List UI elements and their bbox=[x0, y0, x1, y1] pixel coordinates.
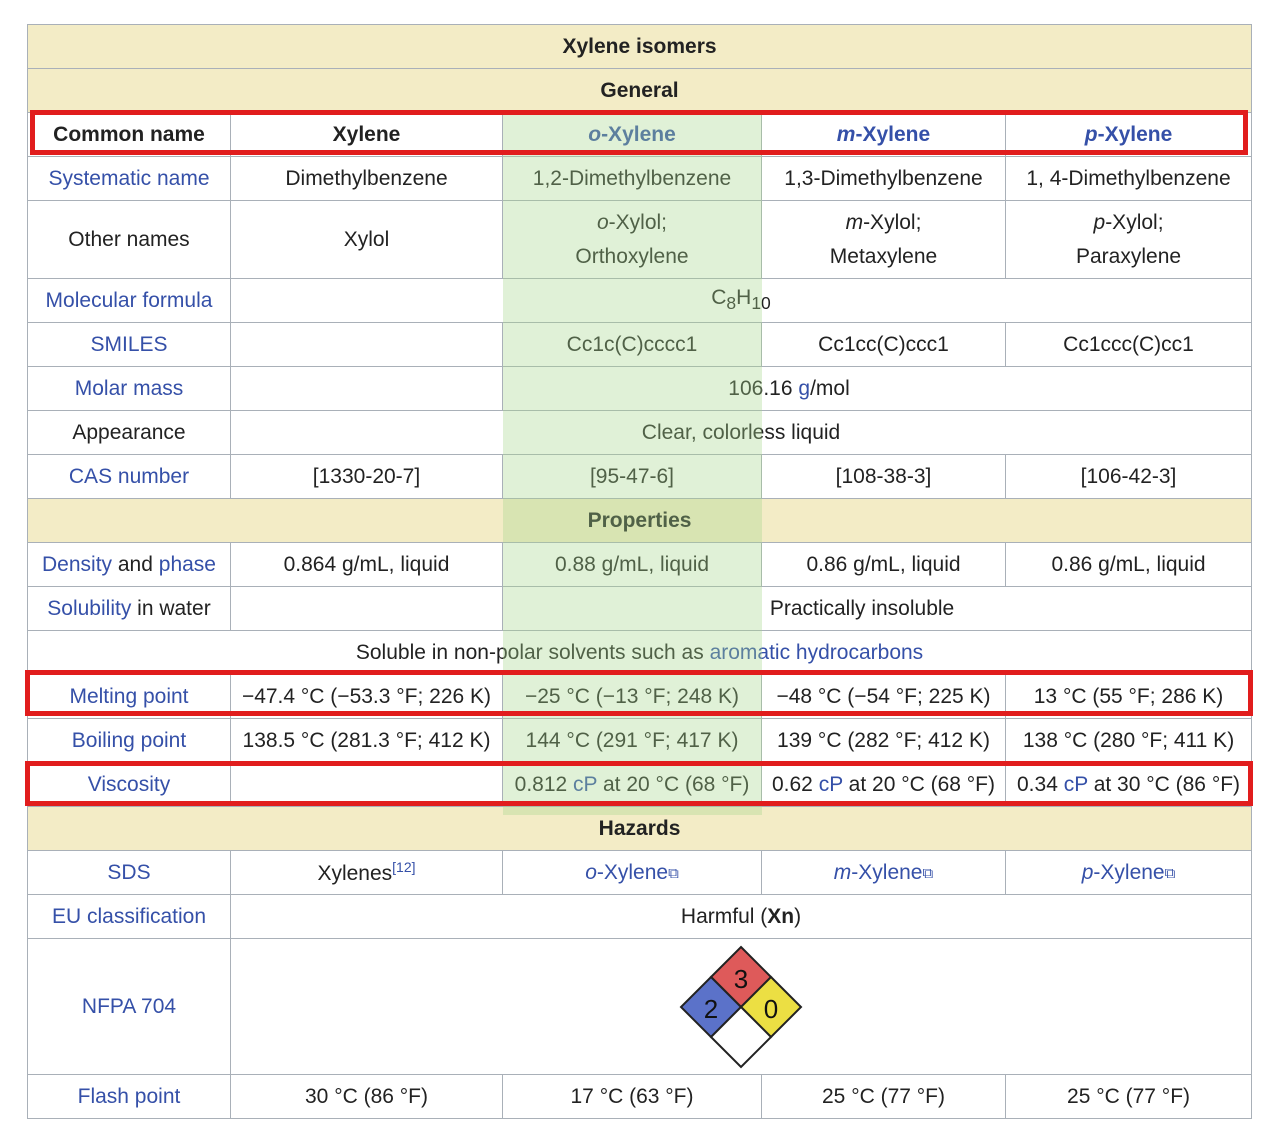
smiles-row bbox=[28, 323, 1252, 367]
table-cell bbox=[231, 763, 503, 807]
nfpa-diamond-icon[interactable] bbox=[676, 942, 806, 1072]
melting-point-link[interactable]: Melting point bbox=[28, 675, 231, 719]
density-row bbox=[28, 543, 1252, 587]
systematic-name-row bbox=[28, 157, 1252, 201]
sds-row bbox=[28, 851, 1252, 895]
col-p-xylene[interactable]: p-Xylene bbox=[1006, 113, 1252, 157]
table-cell: 0.88 g/mL, liquid bbox=[503, 543, 762, 587]
table-cell: −48 °C (−54 °F; 225 K) bbox=[762, 675, 1006, 719]
eu-classification-row bbox=[28, 895, 1252, 939]
table-cell: 0.86 g/mL, liquid bbox=[1006, 543, 1252, 587]
smiles-link[interactable]: SMILES bbox=[28, 323, 231, 367]
table-cell bbox=[231, 587, 503, 631]
cas-number-row bbox=[28, 455, 1252, 499]
sds-m-xylene-link[interactable]: m-Xylene⧉ bbox=[762, 851, 1006, 895]
table-cell: 0.864 g/mL, liquid bbox=[231, 543, 503, 587]
col-o-xylene[interactable]: o-Xylene bbox=[503, 113, 762, 157]
nfpa-row bbox=[28, 939, 1252, 1075]
soluble-note-row bbox=[28, 631, 1252, 675]
table-cell[interactable]: [1330-20-7] bbox=[231, 455, 503, 499]
table-cell: Cc1ccc(C)cc1 bbox=[1006, 323, 1252, 367]
density-label: Density and phase bbox=[28, 543, 231, 587]
sds-link[interactable]: SDS bbox=[28, 851, 231, 895]
reference-link[interactable]: [12] bbox=[392, 859, 416, 875]
sds-o-xylene-link[interactable]: o-Xylene⧉ bbox=[503, 851, 762, 895]
flash-point-row bbox=[28, 1075, 1252, 1119]
col-m-xylene[interactable]: m-Xylene bbox=[762, 113, 1006, 157]
table-cell: 25 °C (77 °F) bbox=[1006, 1075, 1252, 1119]
table-cell: Dimethylbenzene bbox=[231, 157, 503, 201]
col-xylene: Xylene bbox=[231, 113, 503, 157]
molar-mass-value: 106.16 g/mol bbox=[503, 367, 1252, 411]
molecular-formula-link[interactable]: Molecular formula bbox=[28, 279, 231, 323]
table-cell: 1, 4-Dimethylbenzene bbox=[1006, 157, 1252, 201]
table-cell bbox=[231, 323, 503, 367]
section-hazards: Hazards bbox=[28, 807, 1252, 851]
table-cell: Cc1c(C)cccc1 bbox=[503, 323, 762, 367]
phase-link[interactable]: phase bbox=[158, 552, 216, 576]
table-cell: −47.4 °C (−53.3 °F; 226 K) bbox=[231, 675, 503, 719]
table-cell: 25 °C (77 °F) bbox=[762, 1075, 1006, 1119]
table-cell: 138.5 °C (281.3 °F; 412 K) bbox=[231, 719, 503, 763]
table-cell bbox=[231, 367, 503, 411]
external-link-icon: ⧉ bbox=[1164, 864, 1176, 882]
systematic-name-link[interactable]: Systematic name bbox=[28, 157, 231, 201]
formula-value: $C_8H_{10}$ bbox=[231, 279, 1252, 323]
table-cell: o-Xylol; Orthoxylene bbox=[503, 201, 762, 279]
molecular-formula-row bbox=[28, 279, 1252, 323]
table-title: Xylene isomers bbox=[28, 25, 1252, 69]
table-cell: 144 °C (291 °F; 417 K) bbox=[503, 719, 762, 763]
solubility-row bbox=[28, 587, 1252, 631]
table-cell: p-Xylol; Paraxylene bbox=[1006, 201, 1252, 279]
table-cell: 138 °C (280 °F; 411 K) bbox=[1006, 719, 1252, 763]
table-cell[interactable]: [108-38-3] bbox=[762, 455, 1006, 499]
molar-mass-link[interactable]: Molar mass bbox=[28, 367, 231, 411]
nfpa-cell bbox=[231, 939, 1252, 1075]
aromatic-hydrocarbons-link[interactable]: aromatic hydrocarbons bbox=[709, 640, 924, 664]
table-cell: 0.34 cP at 30 °C (86 °F) bbox=[1006, 763, 1252, 807]
common-name-row bbox=[28, 113, 1252, 157]
table-cell: 1,2-Dimethylbenzene bbox=[503, 157, 762, 201]
external-link-icon: ⧉ bbox=[668, 864, 679, 882]
table-cell: Cc1cc(C)ccc1 bbox=[762, 323, 1006, 367]
gram-link[interactable]: g bbox=[798, 376, 811, 400]
other-names-label: Other names bbox=[28, 201, 231, 279]
eu-classification-link[interactable]: EU classification bbox=[28, 895, 231, 939]
table-cell: 30 °C (86 °F) bbox=[231, 1075, 503, 1119]
cas-number-link[interactable]: CAS number bbox=[28, 455, 231, 499]
solubility-value: Practically insoluble bbox=[503, 587, 1252, 631]
nfpa-flammability-value: 3 bbox=[733, 963, 749, 994]
appearance-row bbox=[28, 411, 1252, 455]
table-cell: 0.812 cP at 20 °C (68 °F) bbox=[503, 763, 762, 807]
centipoise-link[interactable]: cP bbox=[818, 772, 843, 796]
section-general: General bbox=[28, 69, 1252, 113]
table-cell: 0.62 cP at 20 °C (68 °F) bbox=[762, 763, 1006, 807]
boiling-point-row bbox=[28, 719, 1252, 763]
table-cell: m-Xylol; Metaxylene bbox=[762, 201, 1006, 279]
nfpa-health-value: 2 bbox=[703, 993, 719, 1024]
density-link[interactable]: Density bbox=[42, 552, 113, 576]
table-cell: 0.86 g/mL, liquid bbox=[762, 543, 1006, 587]
table-cell: 13 °C (55 °F; 286 K) bbox=[1006, 675, 1252, 719]
external-link-icon: ⧉ bbox=[922, 864, 934, 882]
section-properties: Properties bbox=[28, 499, 1252, 543]
appearance-value: Clear, colorless liquid bbox=[231, 411, 1252, 455]
viscosity-link[interactable]: Viscosity bbox=[28, 763, 231, 807]
melting-point-row bbox=[28, 675, 1252, 719]
eu-classification-value: Harmful (Xn) bbox=[231, 895, 1252, 939]
flash-point-link[interactable]: Flash point bbox=[28, 1075, 231, 1119]
nfpa-reactivity-value: 0 bbox=[763, 993, 779, 1024]
solubility-link[interactable]: Solubility bbox=[47, 596, 132, 620]
centipoise-link[interactable]: cP bbox=[1063, 772, 1088, 796]
table-cell[interactable]: [95-47-6] bbox=[503, 455, 762, 499]
table-cell: −25 °C (−13 °F; 248 K) bbox=[503, 675, 762, 719]
table-cell: 1,3-Dimethylbenzene bbox=[762, 157, 1006, 201]
table-cell: 139 °C (282 °F; 412 K) bbox=[762, 719, 1006, 763]
nfpa-704-link[interactable]: NFPA 704 bbox=[28, 939, 231, 1075]
xylene-infobox bbox=[27, 24, 1252, 1119]
table-cell[interactable]: [106-42-3] bbox=[1006, 455, 1252, 499]
solubility-label: Solubility in water bbox=[28, 587, 231, 631]
soluble-note: Soluble in non-polar solvents such as aromatic hydrocarbons bbox=[28, 631, 1252, 675]
sds-p-xylene-link[interactable]: p-Xylene⧉ bbox=[1006, 851, 1252, 895]
table-cell: 17 °C (63 °F) bbox=[503, 1075, 762, 1119]
viscosity-row bbox=[28, 763, 1252, 807]
molar-mass-row bbox=[28, 367, 1252, 411]
table-cell: Xylenes[12] bbox=[231, 851, 503, 895]
table-cell: Xylol bbox=[231, 201, 503, 279]
appearance-label: Appearance bbox=[28, 411, 231, 455]
other-names-row bbox=[28, 201, 1252, 279]
common-name-label: Common name bbox=[28, 113, 231, 157]
boiling-point-link[interactable]: Boiling point bbox=[28, 719, 231, 763]
centipoise-link[interactable]: cP bbox=[573, 772, 598, 796]
